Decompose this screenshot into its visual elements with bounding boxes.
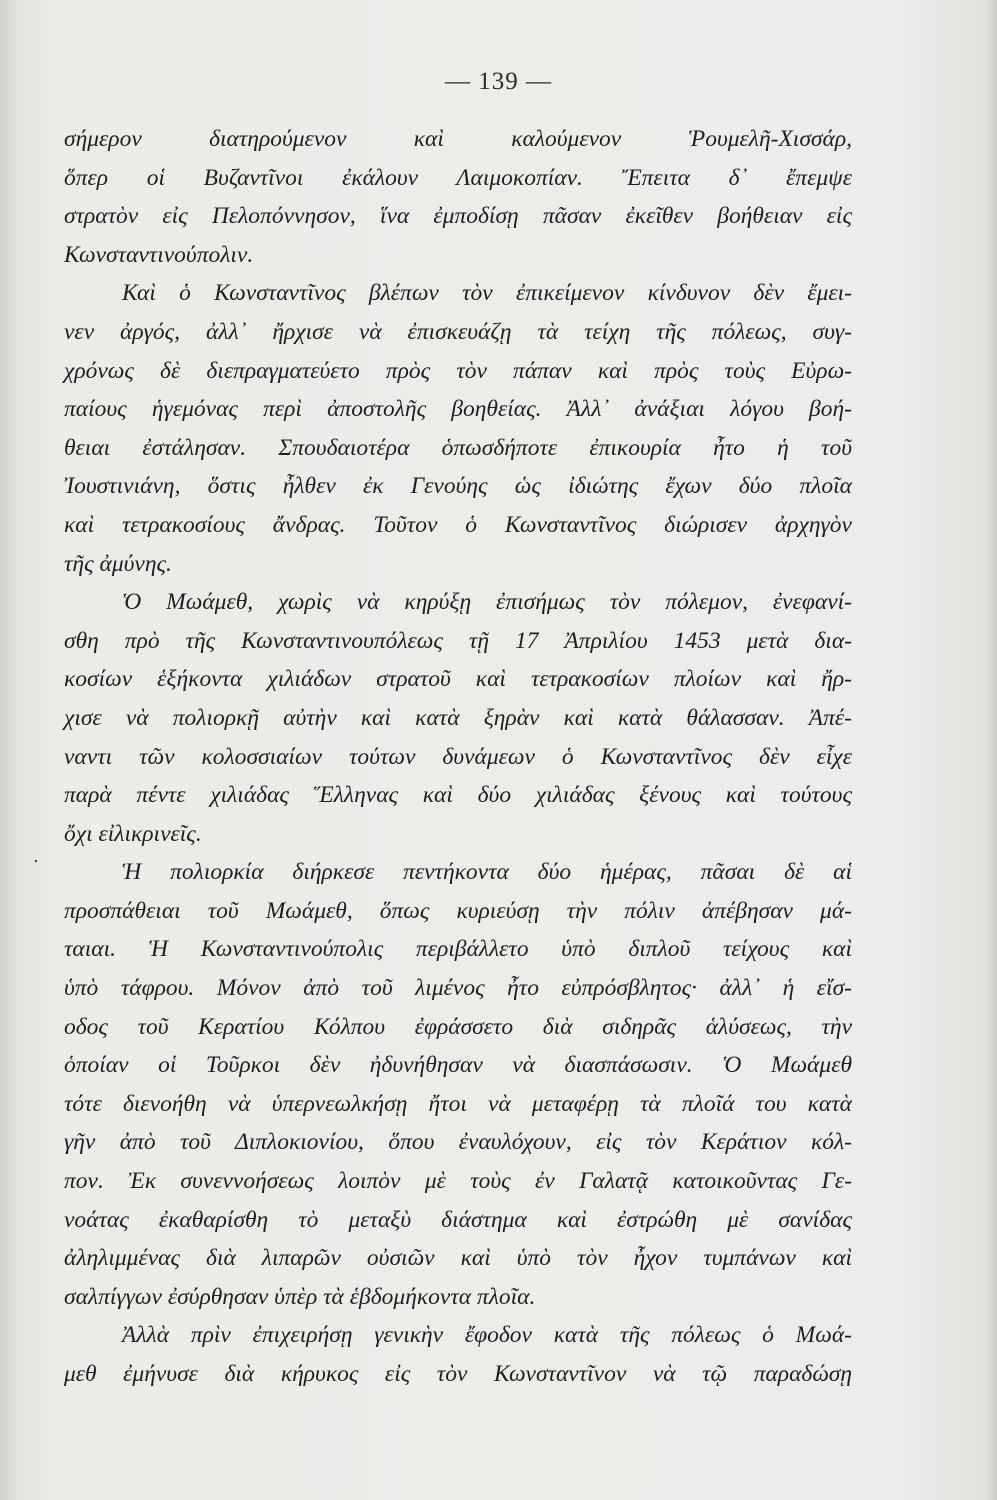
paragraph-start-line: Ἀλλὰ πρὶν ἐπιχειρήσῃ γενικὴν ἔφοδον κατὰ τῆς πόλεως ὁ Μωά- [122,1322,852,1349]
body-text [64,120,852,1394]
text-line: ναντι τῶν κολοσσιαίων τούτων δυνάμεων ὁ Κωνσταντῖνος δὲν εἶχε [64,743,852,770]
text-line: ταιαι. Ἡ Κωνσταντινούπολις περιβάλλετο ὑπὸ διπλοῦ τείχους καὶ [64,936,852,963]
text-line: μεθ ἐμήνυσε διὰ κήρυκος εἰς τὸν Κωνσταντῖνον νὰ τῷ παραδώσῃ [64,1361,852,1387]
text-line: Ἰουστινιάνη, ὅστις ἦλθεν ἐκ Γενούης ὡς ἰδιώτης ἔχων δύο πλοῖα [64,473,852,500]
text-line: νοάτας ἐκαθαρίσθη τὸ μεταξὺ διάστημα καὶ ἐστρώθη μὲ σανίδας [64,1206,852,1233]
text-line: πον. Ἐκ συνεννοήσεως λοιπὸν μὲ τοὺς ἐν Γαλατᾷ κατοικοῦντας Γε- [64,1168,852,1195]
text-line: θειαι ἐστάλησαν. Σπουδαιοτέρα ὁπωσδήποτε ἐπικουρία ἦτο ἡ τοῦ [64,434,852,461]
text-line: χρόνως δὲ διεπραγματεύετο πρὸς τὸν πάπαν καὶ πρὸς τοὺς Εὐρω- [64,357,852,384]
text-line: ὑπὸ τάφρου. Μόνον ἀπὸ τοῦ λιμένος ἦτο εὐπρόσβλητος· ἀλλ᾽ ἡ εἴσ- [64,975,852,1002]
text-line: προσπάθειαι τοῦ Μωάμεθ, ὅπως κυριεύσῃ τὴν πόλιν ἀπέβησαν μά- [64,897,852,924]
paragraph-start-line: Ἡ πολιορκία διήρκεσε πεντήκοντα δύο ἡμέρας, πᾶσαι δὲ αἱ [122,859,852,886]
margin-mark: . [33,846,39,867]
text-line: παρὰ πέντε χιλιάδας Ἕλληνας καὶ δύο χιλιάδας ξένους καὶ τούτους [64,782,852,809]
text-line: παίους ἡγεμόνας περὶ ἀποστολῆς βοηθείας. Ἀλλ᾽ ἀνάξιαι λόγου βοή- [64,396,852,423]
text-line: γῆν ἀπὸ τοῦ Διπλοκιονίου, ὅπου ἐναυλόχουν, εἰς τὸν Κεράτιον κόλ- [64,1129,852,1156]
text-line: Κωνσταντινούπολιν. [64,241,254,268]
text-line: σθη πρὸ τῆς Κωνσταντινουπόλεως τῇ 17 Ἀπριλίου 1453 μετὰ δια- [64,627,852,654]
text-line: ὄχι εἰλικρινεῖς. [64,820,202,847]
text-line: τότε διενοήθη νὰ ὑπερνεωλκήσῃ ἤτοι νὰ μεταφέρῃ τὰ πλοῖά του κατὰ [64,1090,852,1117]
text-line: νεν ἀργός, ἀλλ᾽ ἤρχισε νὰ ἐπισκευάζῃ τὰ τείχη τῆς πόλεως, συγ- [64,318,852,345]
page-number: — 139 — [445,68,552,95]
text-line: χισε νὰ πολιορκῇ αὐτὴν καὶ κατὰ ξηρὰν καὶ κατὰ θάλασσαν. Ἀπέ- [64,704,852,731]
text-line: στρατὸν εἰς Πελοπόννησον, ἵνα ἐμποδίσῃ πᾶσαν ἐκεῖθεν βοήθειαν εἰς [64,203,852,230]
text-line: ὁποίαν οἱ Τοῦρκοι δὲν ἠδυνήθησαν νὰ διασπάσωσιν. Ὁ Μωάμεθ [64,1052,852,1079]
text-line: ὅπερ οἱ Βυζαντῖνοι ἐκάλουν Λαιμοκοπίαν. Ἔπειτα δ᾽ ἔπεμψε [64,164,852,191]
text-line: ἀληλιμμένας διὰ λιπαρῶν οὐσιῶν καὶ ὑπὸ τὸν ἦχον τυμπάνων καὶ [64,1245,852,1272]
text-line: τῆς ἀμύνης. [64,550,172,577]
paragraph-start-line: Ὁ Μωάμεθ, χωρὶς νὰ κηρύξῃ ἐπισήμως τὸν πόλεμον, ἐνεφανί- [122,589,852,616]
text-line: κοσίων ἑξήκοντα χιλιάδων στρατοῦ καὶ τετρακοσίων πλοίων καὶ ἤρ- [64,666,852,693]
text-line: οδος τοῦ Κερατίου Κόλπου ἐφράσσετο διὰ σιδηρᾶς ἁλύσεως, τὴν [64,1013,852,1040]
paragraph-start-line: Καὶ ὁ Κωνσταντῖνος βλέπων τὸν ἐπικείμενον κίνδυνον δὲν ἔμει- [122,280,852,307]
text-line: καὶ τετρακοσίους ἄνδρας. Τοῦτον ὁ Κωνσταντῖνος διώρισεν ἀρχηγὸν [64,511,852,538]
text-line: σήμερον διατηρούμενον καὶ καλούμενον Ῥουμελῆ-Χισσάρ, [64,126,852,152]
text-line: σαλπίγγων ἐσύρθησαν ὑπὲρ τὰ ἑβδομήκοντα πλοῖα. [64,1283,536,1310]
